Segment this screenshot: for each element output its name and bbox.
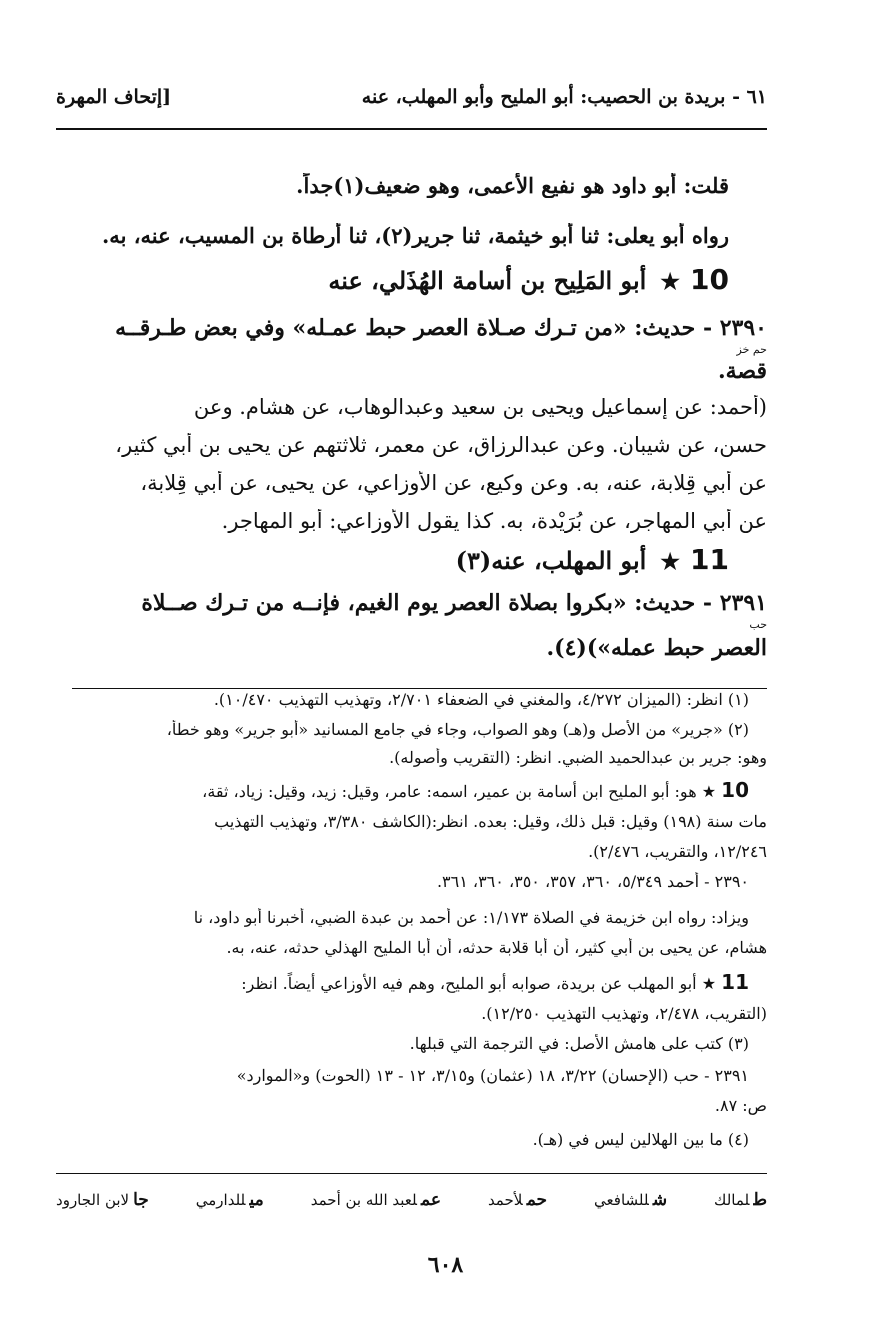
text-line: عن أبي قِلابة، عنه، به. وعن وكيع، عن الأوزاعي، عن يحيى، عن أبي قِلابة، xyxy=(140,471,767,495)
star-icon: ★ xyxy=(701,782,717,801)
entry-title: أبو المهلب، عنه(٣) xyxy=(455,546,647,575)
footnote: ١٢/٢٤٦، والتقريب، ٢/٤٧٦). xyxy=(588,842,767,861)
entry-number: 10 xyxy=(690,263,729,296)
footnote: مات سنة (١٩٨) وقيل: قبل ذلك، وقيل: بعده. انظر:(الكاشف ٣/٣٨٠، وتهذيب التهذيب xyxy=(214,812,767,831)
book-title: [إتحاف المهرة xyxy=(56,86,172,108)
chapter-title: ٦١ - بريدة بن الحصيب: أبو المليح وأبو المهلب، عنه xyxy=(361,86,767,108)
hadith-2391-heading-cont: العصر حبط عمله»)(٤). xyxy=(546,635,767,661)
source-abbreviation: حب xyxy=(749,618,767,631)
footnote-entry-number: 10 xyxy=(721,778,749,802)
legend-item: ميللدارمي xyxy=(195,1190,264,1210)
footnote: ويزاد: رواه ابن خزيمة في الصلاة ١/١٧٣: عن أحمد بن عبدة الضبي، أخبرنا أبو داود، نا xyxy=(193,908,749,927)
footnote-rule xyxy=(72,688,767,689)
footnote-entry-11 xyxy=(72,970,749,994)
page-number: ٦٠٨ xyxy=(427,1252,464,1278)
footnote: (٣) كتب على هامش الأصل: في الترجمة التي قبلها. xyxy=(409,1034,749,1053)
legend-item: شللشافعي xyxy=(594,1190,668,1210)
text-line: حسن، عن شيبان. وعن عبدالرزاق، عن معمر، ثلاثتهم عن يحيى بن أبي كثير، xyxy=(115,433,767,457)
entry-heading-10 xyxy=(72,263,729,296)
footnote: ص: ٨٧. xyxy=(714,1096,767,1115)
footnote: (١) انظر: (الميزان ٤/٢٧٢، والمغني في الضعفاء ٢/٧٠١، وتهذيب التهذيب ١٠/٤٧٠). xyxy=(213,690,749,709)
footnote-entry-number: 11 xyxy=(721,970,749,994)
entry-title: أبو المَلِيح بن أسامة الهُذَلي، عنه xyxy=(328,266,647,295)
hadith-2390-heading: ٢٣٩٠ - حديث: «من تـرك صـلاة العصر حبط عمـله» وفي بعض طـرقــه xyxy=(115,315,767,341)
footnote-text: هو: أبو المليح ابن أسامة بن عمير، اسمه: عامر، وقيل: زيد، وقيل: زياد، ثقة، xyxy=(202,782,697,801)
footnote: ٢٣٩٠ - أحمد ٥/٣٤٩، ٣٦٠، ٣٥٧، ٣٥٠، ٣٦٠، ٣٦١. xyxy=(436,872,749,891)
abbreviation-legend xyxy=(56,1190,767,1210)
header-rule xyxy=(56,128,767,130)
legend-item: جالابن الجارود xyxy=(56,1190,149,1210)
footnote: ٢٣٩١ - حب (الإحسان) ٣/٢٢، ١٨ (عثمان) و٣/١٥، ١٢ - ١٣ (الحوت) و«الموارد» xyxy=(236,1066,749,1085)
footnote-entry-10 xyxy=(72,778,749,802)
entry-heading-11 xyxy=(72,543,729,576)
legend-item: طلمالك xyxy=(714,1190,767,1210)
footnote-text: أبو المهلب عن بريدة، صوابه أبو المليح، وهم فيه الأوزاعي أيضاً. انظر: xyxy=(241,974,697,993)
footnote: (٢) «جرير» من الأصل و(هـ) وهو الصواب، وجاء في جامع المسانيد «أبو جرير» وهو خطأ، xyxy=(166,720,749,739)
footnote: (التقريب، ٢/٤٧٨، وتهذيب التهذيب ١٢/٢٥٠). xyxy=(481,1004,767,1023)
running-header xyxy=(56,86,767,108)
source-abbreviation: حم خز xyxy=(736,343,767,356)
entry-number: 11 xyxy=(690,543,729,576)
star-icon: ★ xyxy=(660,549,681,575)
footnote: وهو: جرير بن عبدالحميد الضبي. انظر: (التقريب وأصوله). xyxy=(389,748,767,767)
text-line: عن أبي المهاجر، عن بُرَيْدة، به. كذا يقول الأوزاعي: أبو المهاجر. xyxy=(221,509,767,533)
star-icon: ★ xyxy=(701,974,717,993)
footnote: هشام، عن يحيى بن أبي كثير، أن أبا قلابة حدثه، أن أبا المليح الهذلي حدثه، عنه، به. xyxy=(226,938,767,957)
hadith-2390-heading-cont: قصة. xyxy=(717,358,767,384)
footnote: (٤) ما بين الهلالين ليس في (هـ). xyxy=(532,1130,749,1149)
hadith-2391-heading: ٢٣٩١ - حديث: «بكروا بصلاة العصر يوم الغيم، فإنــه من تـرك صــلاة xyxy=(141,590,767,616)
text-line: رواه أبو يعلى: ثنا أبو خيثمة، ثنا جرير(٢)، ثنا أرطاة بن المسيب، عنه، به. xyxy=(102,223,729,248)
legend-item: عملعبد الله بن أحمد xyxy=(310,1190,441,1210)
star-icon: ★ xyxy=(660,269,681,295)
text-line: (أحمد: عن إسماعيل ويحيى بن سعيد وعبدالوهاب، عن هشام. وعن xyxy=(193,395,767,419)
legend-rule xyxy=(56,1173,767,1174)
legend-item: حملأحمد xyxy=(487,1190,548,1210)
text-line: قلت: أبو داود هو نفيع الأعمى، وهو ضعيف(١)جداً. xyxy=(296,173,729,198)
